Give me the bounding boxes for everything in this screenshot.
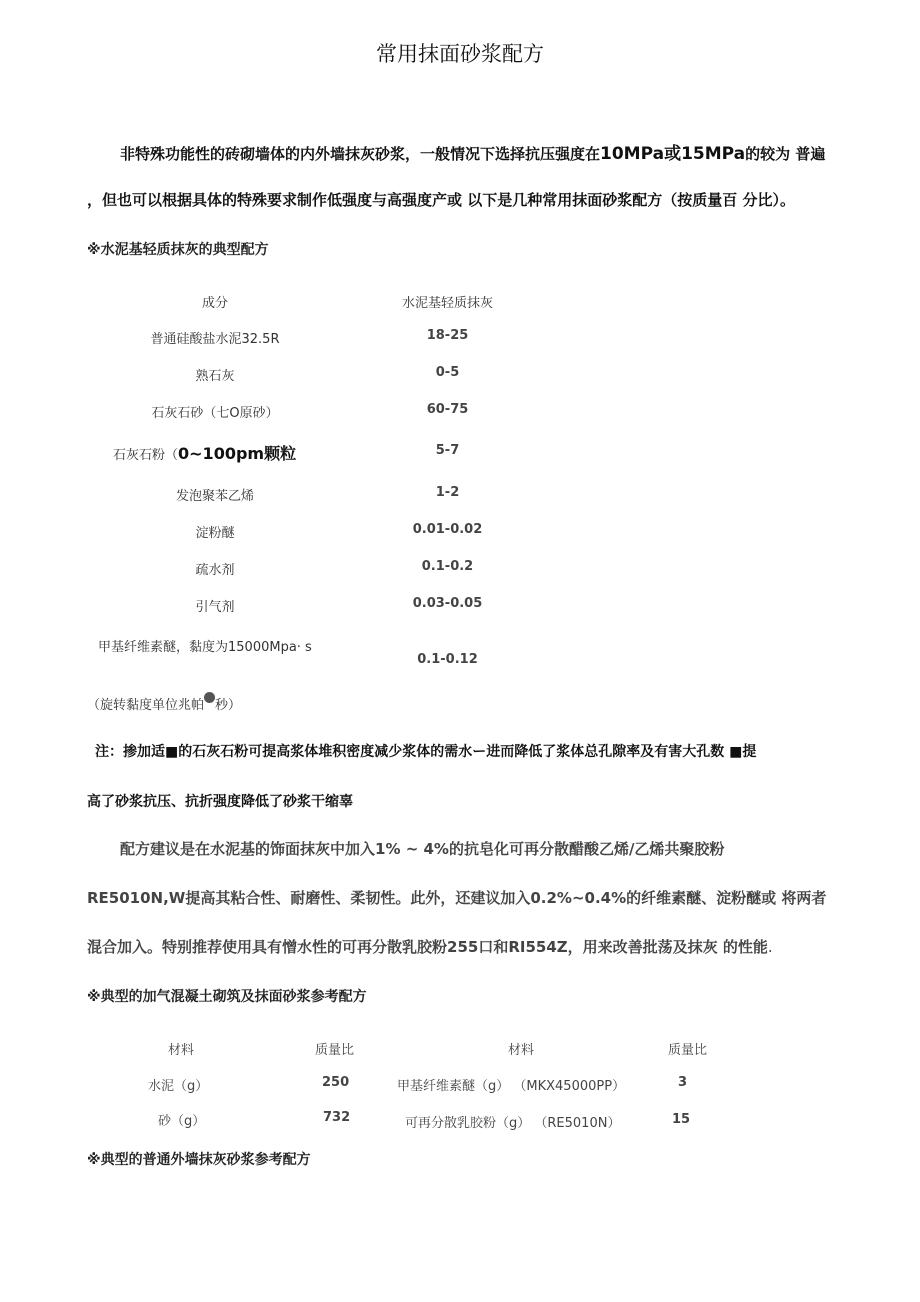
table-row-value: 0.03-0.05 — [412, 596, 483, 611]
table-row-name: 石灰石砂（七O原砂） — [151, 406, 279, 421]
table-1-header-component: 成分 — [201, 296, 228, 311]
table-row-value: 0.1-0.2 — [421, 559, 474, 574]
intro-line-1-c: 的较为 普遍 — [745, 145, 826, 163]
table-2-header: 材料 — [508, 1043, 535, 1058]
table-row-name: 普通硅酸盐水泥32.5R — [150, 332, 280, 347]
advice-line-3-b: . — [767, 938, 773, 956]
table-2-cell: 可再分散乳胶粉（g） （RE5010N） — [405, 1116, 621, 1131]
advice-line-2: RE5010N,W提高其粘合性、耐磨性、柔韧性。此外，还建议加入0.2%~0.4%的纤维素醚、淀粉醚或 将两者 — [87, 889, 827, 907]
table-row-value: 5-7 — [435, 443, 460, 458]
table-1-header-value: 水泥基轻质抹灰 — [401, 296, 493, 311]
table-row-value: 18-25 — [426, 328, 469, 343]
table-row-value: 60-75 — [426, 402, 469, 417]
table-row-name: 熟石灰 — [195, 369, 235, 384]
table-row-name — [113, 441, 296, 464]
table-row-note — [87, 692, 241, 713]
bullet-dot-icon — [204, 692, 215, 703]
note-line-2: 高了砂浆抗压、抗折强度降低了砂浆干缩辜 — [87, 794, 353, 810]
table-row-value: 1-2 — [435, 485, 460, 500]
intro-line-2: ，但也可以根据具体的特殊要求制作低强度与高强度产或 以下是几种常用抹面砂浆配方（按质量百 分比）。 — [87, 191, 795, 209]
row-note-a: （旋转黏度单位兆帕 — [87, 698, 205, 713]
table-row-name: 疏水剂 — [195, 563, 235, 578]
table-2-header: 材料 — [168, 1043, 195, 1058]
page-title: 常用抹面砂浆配方 — [376, 42, 544, 66]
advice-line-3-a: 混合加入。特别推荐使用具有憎水性的可再分散乳胶粉255口和RI554Z，用来改善批荡及抹灰 的性能 — [87, 938, 768, 956]
intro-strength-values: 10MPa或15MPa — [600, 144, 746, 164]
section-3-heading: ※典型的普通外墙抹灰砂浆参考配方 — [87, 1152, 311, 1168]
table-row-name: 引气剂 — [195, 600, 235, 615]
table-2-header: 质量比 — [668, 1043, 708, 1058]
table-row-name: 淀粉醚 — [195, 526, 235, 541]
row-note-b: 秒） — [215, 698, 242, 713]
table-2-cell: 250 — [322, 1075, 350, 1090]
table-2-cell: 砂（g） — [158, 1114, 206, 1129]
table-2-header: 质量比 — [315, 1043, 355, 1058]
section-1-heading: ※水泥基轻质抹灰的典型配方 — [87, 242, 269, 258]
intro-line-1 — [120, 139, 825, 164]
table-row-name: 发泡聚苯乙烯 — [175, 489, 254, 504]
table-row-value: 0.01-0.02 — [412, 522, 483, 537]
intro-line-1-a: 非特殊功能性的砖砌墙体的内外墙抹灰砂浆，一般情况下选择抗压强度在 — [120, 145, 601, 163]
table-2-cell: 15 — [672, 1112, 691, 1127]
table-2-cell: 732 — [323, 1110, 351, 1125]
table-2-cell: 甲基纤维素醚（g） （MKX45000PP） — [397, 1079, 626, 1094]
advice-line-1: 配方建议是在水泥基的饰面抹灰中加入1% ~ 4%的抗皂化可再分散醋酸乙烯/乙烯共聚胶粉 — [120, 840, 725, 858]
table-row-name: 甲基纤维素醚，黏度为15000Mpa· s — [98, 640, 312, 655]
table-row-value: 0-5 — [435, 365, 460, 380]
table-row-value: 0.1-0.12 — [417, 652, 478, 667]
note-line-1: 注：掺加适■的石灰石粉可提高浆体堆积密度减少浆体的需水ー进而降低了浆体总孔隙率及有害大孔数 ■提 — [95, 744, 757, 760]
table-2-cell: 3 — [678, 1075, 688, 1090]
table-2-cell: 水泥（g） — [148, 1079, 209, 1094]
table-row-name-a: 石灰石粉（ — [113, 448, 179, 463]
table-row-name-b: 0~100pm颗粒 — [178, 444, 297, 463]
advice-line-3 — [87, 936, 773, 957]
section-2-heading: ※典型的加气混凝土砌筑及抹面砂浆参考配方 — [87, 989, 367, 1005]
